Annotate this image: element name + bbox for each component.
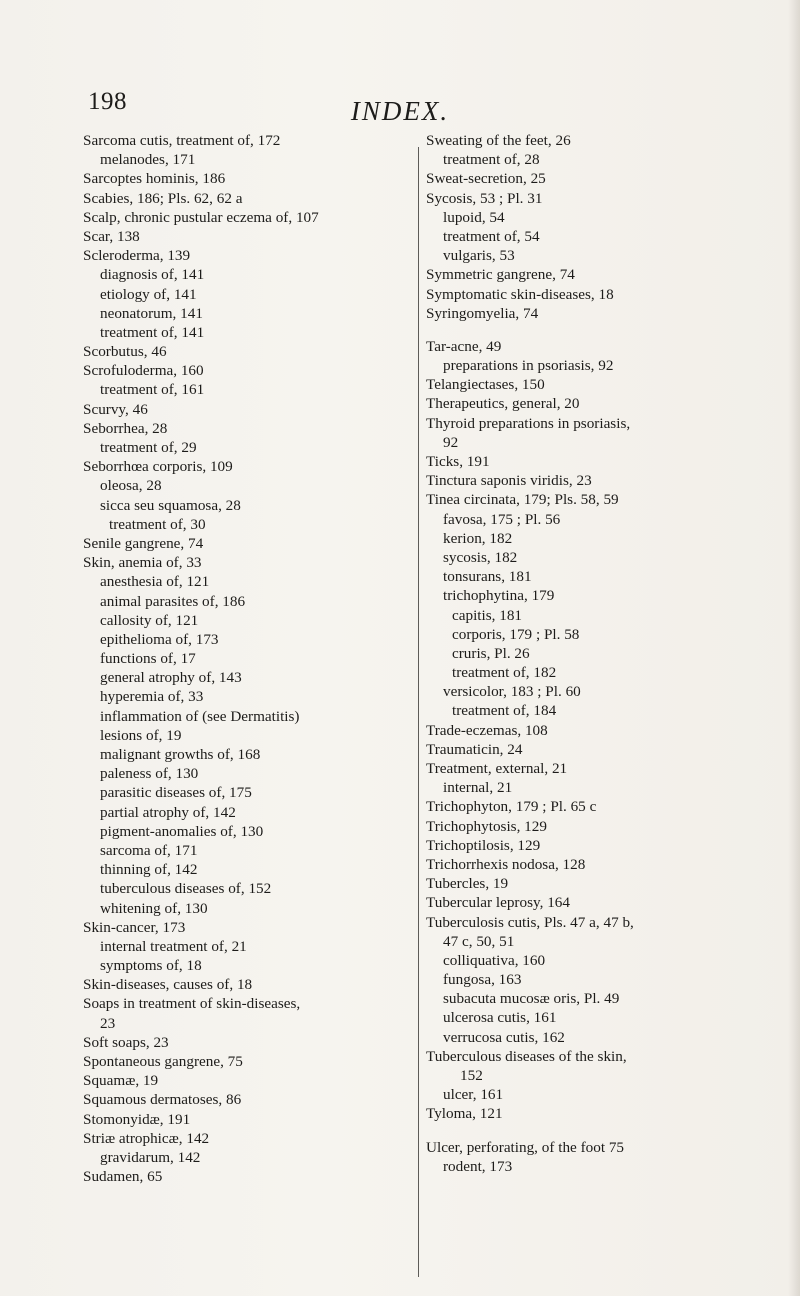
index-entry: Scalp, chronic pustular eczema of, 107 (83, 208, 319, 226)
index-entry: parasitic diseases of, 175 (100, 784, 252, 802)
index-entry: malignant growths of, 168 (100, 746, 261, 763)
index-entry: vulgaris, 53 (443, 247, 515, 265)
index-entry: verrucosa cutis, 162 (443, 1028, 565, 1046)
index-column-left (83, 131, 413, 1186)
index-entry: Sweating of the feet, 26 (426, 132, 571, 149)
index-entry: trichophytina, 179 (443, 587, 555, 605)
index-entry: etiology of, 141 (100, 285, 197, 303)
index-entry: anesthesia of, 121 (100, 573, 210, 591)
index-entry: inflammation of (see Dermatitis) (100, 707, 300, 725)
index-entry: melanodes, 171 (100, 151, 196, 169)
index-entry: Syringomyelia, 74 (426, 304, 539, 322)
index-entry: Skin-cancer, 173 (83, 918, 186, 936)
index-entry: favosa, 175 ; Pl. 56 (443, 510, 561, 528)
index-entry: Scleroderma, 139 (83, 247, 191, 265)
index-entry: fungosa, 163 (443, 971, 522, 989)
index-entry: Telangiectases, 150 (426, 376, 545, 394)
index-entry: Ulcer, perforating, of the foot 75 (426, 1138, 625, 1156)
index-entry: Tuberculosis cutis, Pls. 47 a, 47 b, (426, 913, 634, 931)
index-entry: Tubercles, 19 (426, 875, 509, 893)
index-entry: ulcer, 161 (443, 1086, 504, 1104)
index-entry: pigment-anomalies of, 130 (100, 822, 264, 840)
index-entry: versicolor, 183 ; Pl. 60 (443, 683, 581, 701)
index-entry: Trade-eczemas, 108 (426, 721, 548, 739)
index-entry: Squamæ, 19 (83, 1072, 159, 1090)
index-entry: diagnosis of, 141 (100, 266, 205, 284)
index-entry: partial atrophy of, 142 (100, 803, 236, 821)
index-entry: rodent, 173 (443, 1157, 513, 1175)
index-entry: Stomonyidæ, 191 (83, 1110, 191, 1128)
index-entry: tonsurans, 181 (443, 568, 532, 586)
index-entry: treatment of, 161 (100, 381, 205, 399)
index-entry: callosity of, 121 (100, 611, 199, 629)
index-entry: thinning of, 142 (100, 861, 198, 879)
running-head: INDEX. (350, 96, 450, 126)
index-entry: sicca seu squamosa, 28 (100, 496, 241, 514)
index-entry: lesions of, 19 (100, 726, 182, 744)
index-entry: treatment of, 28 (443, 151, 540, 169)
index-entry: corporis, 179 ; Pl. 58 (452, 625, 580, 643)
index-entry: colliquativa, 160 (443, 951, 546, 969)
index-entry: paleness of, 130 (100, 765, 199, 783)
index-entry: treatment of, 141 (100, 323, 205, 341)
index-entry: Scorbutus, 46 (83, 343, 167, 361)
index-entry: general atrophy of, 143 (100, 669, 242, 687)
index-entry: 92 (443, 433, 459, 451)
index-entry: sarcoma of, 171 (100, 841, 198, 859)
index-entry: Trichorrhexis nodosa, 128 (426, 855, 586, 873)
index-entry: treatment of, 30 (109, 515, 206, 533)
index-entry: Treatment, external, 21 (426, 760, 568, 777)
index-entry: Soft soaps, 23 (83, 1033, 169, 1051)
index-entry: Thyroid preparations in psoriasis, (426, 414, 631, 432)
index-entry: Trichophytosis, 129 (426, 817, 547, 835)
index-entry: treatment of, 54 (443, 227, 540, 245)
index-entry: treatment of, 184 (452, 702, 557, 720)
index-entry: Squamous dermatoses, 86 (83, 1091, 242, 1109)
index-entry: Traumaticin, 24 (426, 740, 523, 758)
index-entry: Senile gangrene, 74 (83, 534, 204, 552)
index-entry: Scurvy, 46 (83, 400, 148, 418)
index-entry: Seborrhea, 28 (83, 419, 168, 437)
index-entry: cruris, Pl. 26 (452, 644, 530, 662)
index-entry: Scrofuloderma, 160 (83, 362, 204, 380)
index-entry: symptoms of, 18 (100, 957, 202, 975)
index-entry: animal parasites of, 186 (100, 592, 246, 610)
index-entry: Sarcoptes hominis, 186 (83, 170, 226, 188)
page-number: 198 (88, 88, 127, 115)
index-entry: Symptomatic skin-diseases, 18 (426, 285, 614, 303)
index-entry: Tyloma, 121 (426, 1105, 503, 1123)
index-entry: treatment of, 29 (100, 439, 197, 456)
index-entry: internal, 21 (443, 779, 513, 797)
index-entry: Symmetric gangrene, 74 (426, 266, 575, 284)
index-entry: subacuta mucosæ oris, Pl. 49 (443, 990, 620, 1008)
index-entry: Ticks, 191 (426, 453, 490, 470)
index-entry: gravidarum, 142 (100, 1148, 201, 1166)
index-entry: internal treatment of, 21 (100, 937, 247, 955)
index-entry: Seborrhœa corporis, 109 (83, 458, 233, 476)
index-entry: functions of, 17 (100, 650, 196, 668)
index-entry: Sycosis, 53 ; Pl. 31 (426, 189, 543, 207)
index-entry: Spontaneous gangrene, 75 (83, 1053, 243, 1070)
index-entry: Sudamen, 65 (83, 1168, 163, 1186)
index-entry: hyperemia of, 33 (100, 688, 204, 706)
index-entry: Trichophyton, 179 ; Pl. 65 c (426, 798, 597, 816)
column-rule (418, 147, 419, 1277)
index-entry: sycosis, 182 (443, 548, 518, 566)
index-entry: Tuberculous diseases of the skin, (426, 1047, 627, 1065)
index-entry: capitis, 181 (452, 606, 523, 624)
index-entry: Tinea circinata, 179; Pls. 58, 59 (426, 491, 619, 509)
index-entry: Sweat-secretion, 25 (426, 170, 546, 188)
index-entry: preparations in psoriasis, 92 (443, 357, 614, 375)
index-entry: Striæ atrophicæ, 142 (83, 1129, 210, 1147)
index-entry: Therapeutics, general, 20 (426, 395, 580, 413)
index-entry: Scar, 138 (83, 227, 140, 245)
index-entry: Skin, anemia of, 33 (83, 554, 202, 572)
index-column-right (426, 131, 756, 1176)
index-entry: treatment of, 182 (452, 664, 557, 682)
index-entry: tuberculous diseases of, 152 (100, 880, 272, 898)
page-edge-shadow (788, 0, 800, 1296)
index-entry: Trichoptilosis, 129 (426, 836, 541, 854)
index-entry: whitening of, 130 (100, 899, 208, 917)
index-entry: oleosa, 28 (100, 477, 162, 495)
index-entry: Tar-acne, 49 (426, 337, 502, 355)
index-entry: 23 (100, 1014, 116, 1032)
index-entry: lupoid, 54 (443, 208, 505, 226)
index-entry: Sarcoma cutis, treatment of, 172 (83, 132, 281, 149)
index-entry: Skin-diseases, causes of, 18 (83, 976, 253, 994)
index-entry: Tubercular leprosy, 164 (426, 894, 570, 912)
index-entry: epithelioma of, 173 (100, 630, 219, 648)
index-entry: 47 c, 50, 51 (443, 932, 515, 950)
index-entry: Soaps in treatment of skin-diseases, (83, 995, 301, 1013)
index-entry: kerion, 182 (443, 529, 513, 547)
index-entry: ulcerosa cutis, 161 (443, 1009, 557, 1027)
index-entry: 152 (460, 1067, 483, 1084)
index-entry: Tinctura saponis viridis, 23 (426, 472, 592, 490)
index-entry: Scabies, 186; Pls. 62, 62 a (83, 189, 243, 207)
index-entry: neonatorum, 141 (100, 304, 203, 322)
